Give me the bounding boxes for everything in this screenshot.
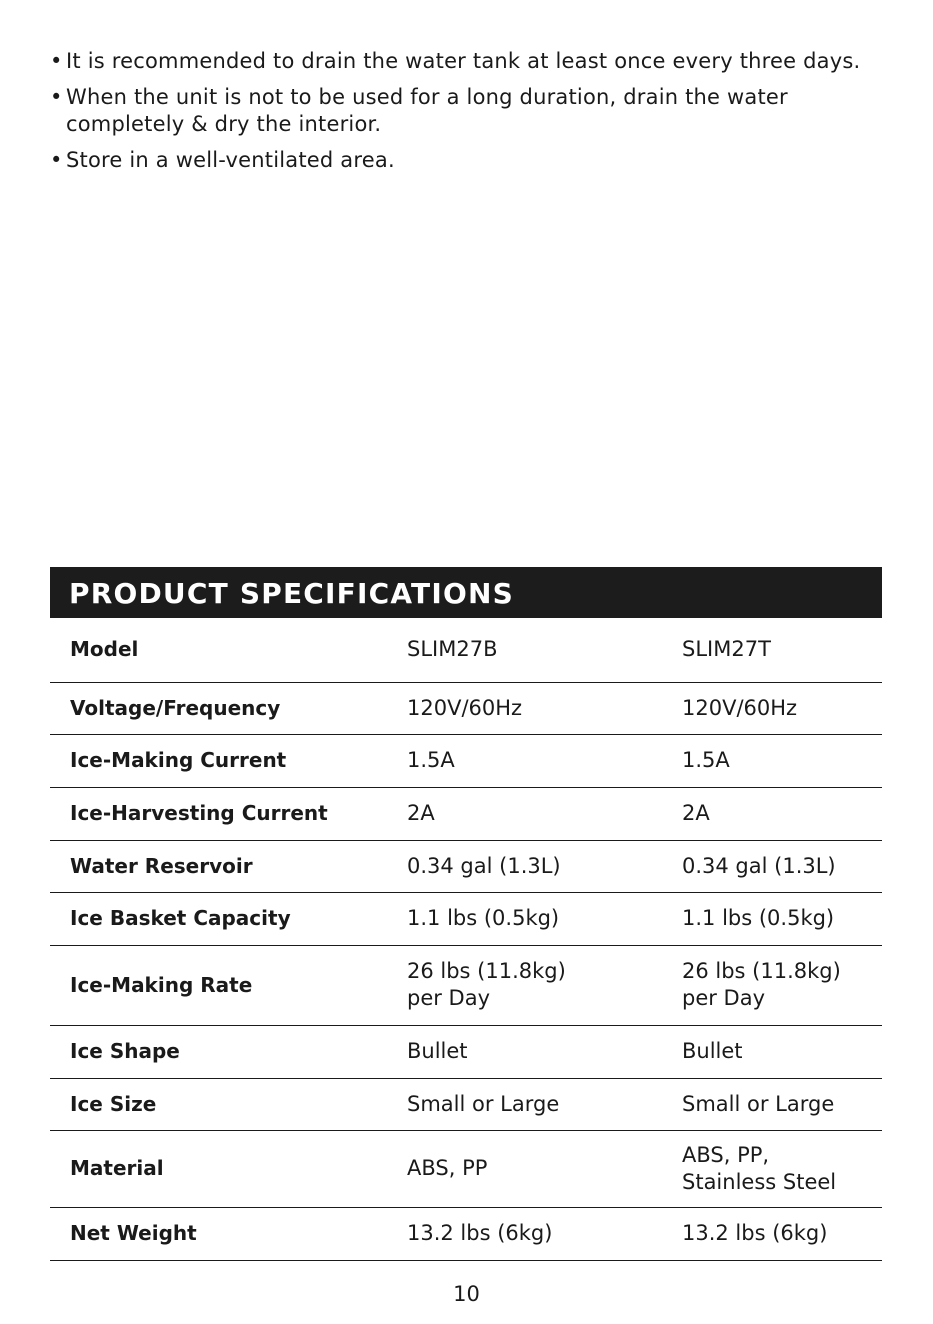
spec-value-slim27t: Small or Large xyxy=(682,1091,835,1116)
bullet-dot: • xyxy=(50,148,63,172)
spec-value-line: Stainless Steel xyxy=(682,1169,837,1194)
bullet-item xyxy=(50,48,880,75)
spec-label: Ice Size xyxy=(70,1091,157,1116)
care-bullet-list xyxy=(50,48,880,183)
spec-value-slim27b: ABS, PP xyxy=(407,1156,488,1180)
spec-value-slim27b: 2A xyxy=(407,801,435,825)
table-row xyxy=(50,1130,882,1207)
spec-value-slim27t xyxy=(682,945,882,1025)
spec-value-slim27b: 1.5A xyxy=(407,748,455,772)
table-row xyxy=(50,1025,882,1078)
bullet-dot: • xyxy=(50,49,63,73)
spec-label: Model xyxy=(70,637,139,662)
spec-value-slim27t: Bullet xyxy=(682,1039,743,1063)
spec-label: Ice-Making Rate xyxy=(70,972,253,997)
spec-value-line: per Day xyxy=(407,986,491,1010)
spec-label: Water Reservoir xyxy=(70,853,253,878)
spec-value-slim27t: 120V/60Hz xyxy=(682,695,798,720)
specifications-table xyxy=(50,618,882,1261)
spec-value-line: per Day xyxy=(682,986,766,1010)
spec-label: Net Weight xyxy=(70,1221,197,1245)
table-row xyxy=(50,1207,882,1260)
spec-value-slim27b: SLIM27B xyxy=(407,637,498,662)
bullet-text: Store in a well-ventilated area. xyxy=(66,148,395,172)
spec-value-line: 26 lbs (11.8kg) xyxy=(407,959,566,983)
spec-value-line: 26 lbs (11.8kg) xyxy=(682,959,841,983)
bullet-item xyxy=(50,84,880,138)
bullet-text: It is recommended to drain the water tank at least once every three days. xyxy=(66,49,861,73)
spec-value-slim27b: 1.1 lbs (0.5kg) xyxy=(407,906,560,930)
spec-value-slim27t: 2A xyxy=(682,801,710,825)
spec-label: Ice Shape xyxy=(70,1039,180,1063)
spec-label: Ice-Making Current xyxy=(70,748,287,772)
spec-value-slim27t: 13.2 lbs (6kg) xyxy=(682,1221,828,1245)
spec-value-line: ABS, PP, xyxy=(682,1142,770,1167)
page-number: 10 xyxy=(453,1282,480,1306)
table-row xyxy=(50,618,882,682)
spec-value-slim27b: 120V/60Hz xyxy=(407,695,523,720)
spec-value-slim27t: SLIM27T xyxy=(682,637,771,662)
table-row xyxy=(50,840,882,892)
spec-label: Voltage/Frequency xyxy=(70,695,281,720)
spec-value-slim27t: 0.34 gal (1.3L) xyxy=(682,853,836,878)
bullet-item xyxy=(50,147,880,174)
spec-value-slim27t xyxy=(682,1130,882,1207)
spec-value-slim27b xyxy=(407,945,682,1025)
table-row xyxy=(50,945,882,1025)
spec-value-slim27b: 13.2 lbs (6kg) xyxy=(407,1221,553,1245)
spec-label: Ice-Harvesting Current xyxy=(70,801,328,825)
spec-value-slim27t: 1.5A xyxy=(682,748,730,772)
table-row xyxy=(50,682,882,734)
spec-label: Material xyxy=(70,1156,164,1180)
spec-value-slim27b: 0.34 gal (1.3L) xyxy=(407,853,561,878)
table-row xyxy=(50,1078,882,1130)
table-row xyxy=(50,892,882,945)
spec-value-slim27t: 1.1 lbs (0.5kg) xyxy=(682,906,835,930)
bullet-text: When the unit is not to be used for a long duration, drain the water completely & dry the interior. xyxy=(66,85,788,136)
bullet-dot: • xyxy=(50,85,63,109)
table-row xyxy=(50,734,882,787)
specifications-heading: PRODUCT SPECIFICATIONS xyxy=(50,567,882,618)
spec-value-slim27b: Bullet xyxy=(407,1039,468,1063)
spec-label: Ice Basket Capacity xyxy=(70,906,291,930)
table-row xyxy=(50,787,882,840)
spec-value-slim27b: Small or Large xyxy=(407,1091,560,1116)
